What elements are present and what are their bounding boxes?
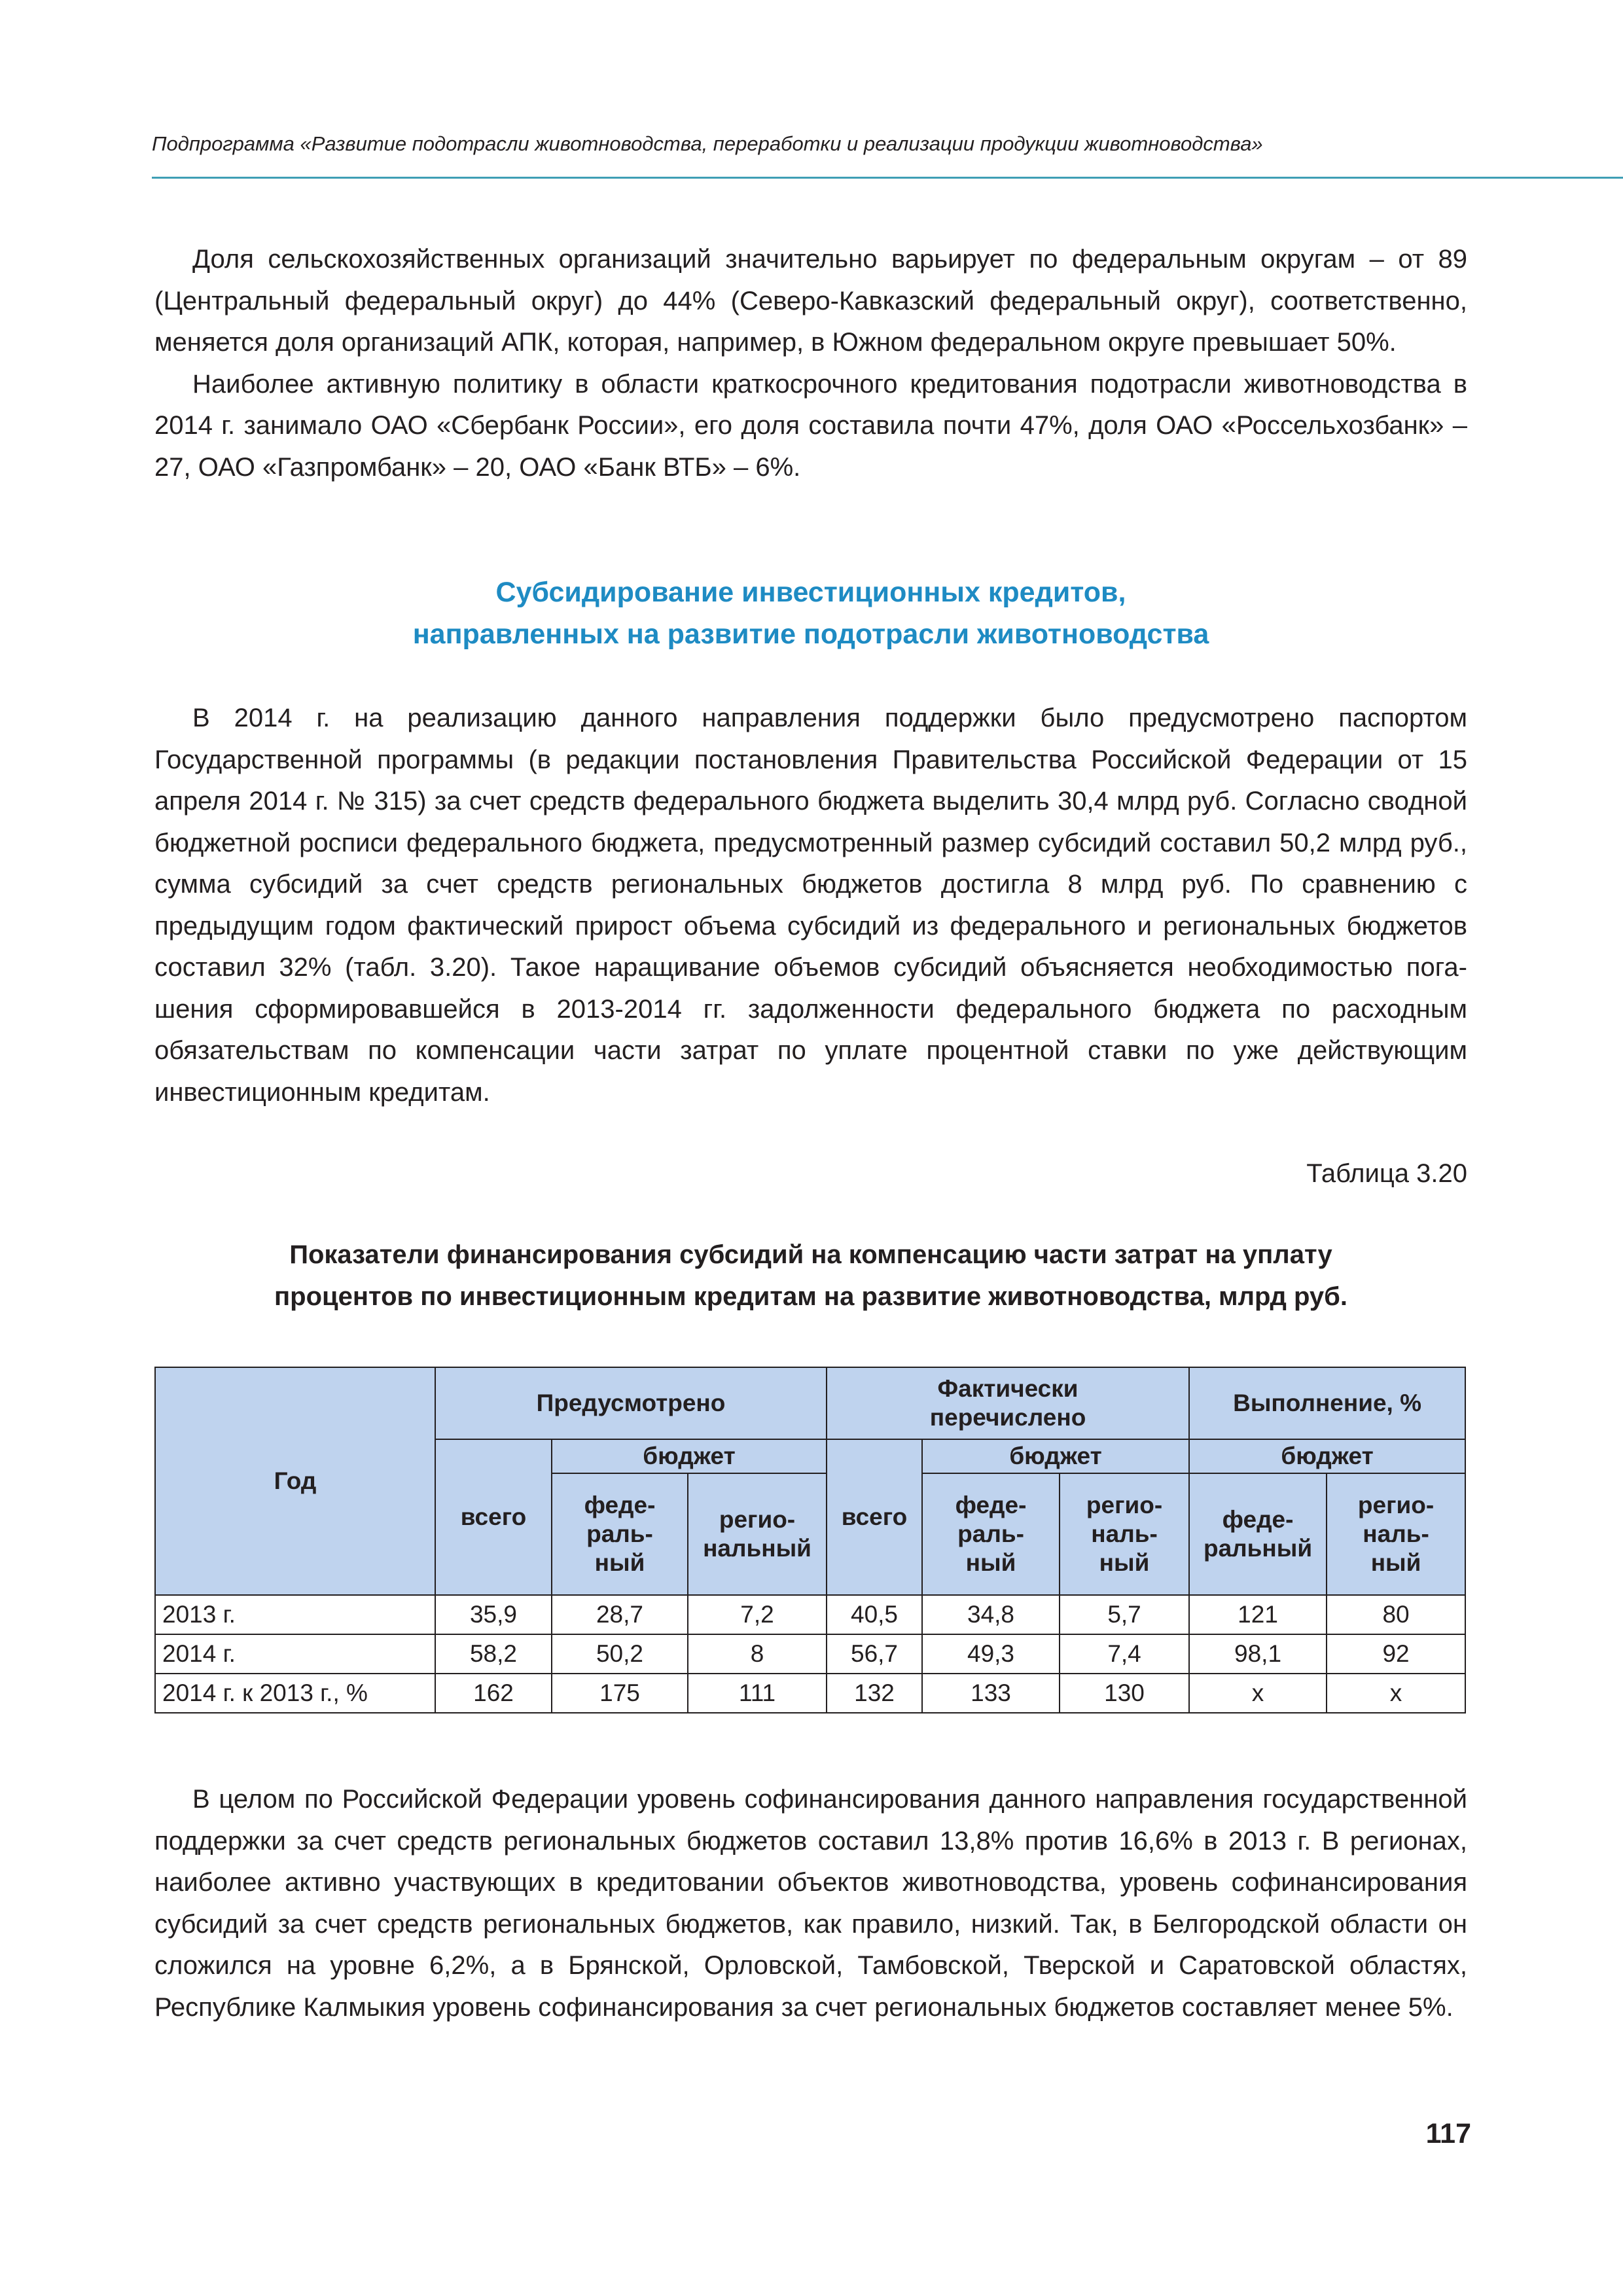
cell-completion-federal: х bbox=[1189, 1674, 1327, 1713]
header-actual-total: всего bbox=[827, 1439, 922, 1595]
cell-completion-federal: 98,1 bbox=[1189, 1634, 1327, 1674]
header-divider bbox=[152, 177, 1623, 179]
cell-actual-federal: 34,8 bbox=[922, 1595, 1060, 1634]
cell-planned-total: 162 bbox=[435, 1674, 552, 1713]
header-line: наль- bbox=[1091, 1520, 1158, 1547]
table-row bbox=[155, 1674, 1465, 1713]
cell-completion-federal: 121 bbox=[1189, 1595, 1327, 1634]
table-caption bbox=[154, 1234, 1467, 1318]
section-heading bbox=[154, 571, 1467, 655]
header-line: регио- bbox=[719, 1506, 796, 1533]
cell-actual-total: 56,7 bbox=[827, 1634, 922, 1674]
header-line: регио- bbox=[1086, 1492, 1163, 1518]
cell-actual-regional: 130 bbox=[1060, 1674, 1189, 1713]
header-line: ный bbox=[965, 1549, 1016, 1576]
table-row bbox=[155, 1595, 1465, 1634]
table-row bbox=[155, 1634, 1465, 1674]
cell-actual-federal: 133 bbox=[922, 1674, 1060, 1713]
header-completion-regional bbox=[1327, 1473, 1465, 1595]
header-line: ный bbox=[1099, 1549, 1150, 1576]
cell-planned-federal: 28,7 bbox=[552, 1595, 688, 1634]
cell-planned-total: 58,2 bbox=[435, 1634, 552, 1674]
paragraph: Доля сельскохозяйственных организаций значительно варьирует по федеральным округам – от 89 (Центральный федеральный округ) до 44% (Северо-Кавказский федеральный округ), соответственно, меняется доля организаций АПК, которая, например, в Южном федеральном округе превышает 50%. bbox=[154, 245, 1467, 357]
header-actual-line-2: перечислено bbox=[929, 1404, 1086, 1431]
cell-actual-total: 132 bbox=[827, 1674, 922, 1713]
cell-planned-federal: 50,2 bbox=[552, 1634, 688, 1674]
paragraph: В 2014 г. на реализацию данного направления поддержки было предусмотрено паспортом Государственной программы (в редакции постановления Правительства Российской Федерации от 15 апреля 2014 г. № 315) за счет средств федерального бюджета выделить 30,4 млрд руб. Согласно сводной бюджетной росписи федерального бюджета, предусмотренный размер субсидий составил 50,2 млрд руб., сумма субсидий за счет средств региональных бюджетов достигла 8 млрд руб. По сравнению с предыдущим годом фактический прирост объема субсидий из федерального и региональных бюджетов составил 32% (табл. 3.20). Такое наращивание объемов субсидий объясняется необходимостью погашения сформировавшейся в 2013-2014 гг. задолженности федерального бюджета по расходным обязательствам по компенсации части затрат по уплате процентной ставки по уже действующим инвестиционным кредитам. bbox=[154, 704, 1467, 1107]
section-heading-line-2: направленных на развитие подотрасли животноводства bbox=[412, 619, 1209, 650]
header-planned-budget: бюджет bbox=[552, 1439, 827, 1473]
header-completion: Выполнение, % bbox=[1189, 1367, 1465, 1439]
header-line: ный bbox=[1370, 1549, 1421, 1576]
table-caption-line-2: процентов по инвестиционным кредитам на развитие животноводства, млрд руб. bbox=[274, 1282, 1347, 1311]
cell-completion-regional: 80 bbox=[1327, 1595, 1465, 1634]
header-completion-budget: бюджет bbox=[1189, 1439, 1465, 1473]
section-heading-line-1: Субсидирование инвестиционных кредитов, bbox=[495, 577, 1126, 608]
header-completion-federal bbox=[1189, 1473, 1327, 1595]
header-line: ральный bbox=[1203, 1535, 1313, 1562]
paragraph: Наиболее активную политику в области краткосрочного кредитования подотрасли животноводства в 2014 г. занимало ОАО «Сбербанк России», его доля составила почти 47%, доля ОАО «Россельхозбанк» – 27, ОАО «Газпромбанк» – 20, ОАО «Банк ВТБ» – 6%. bbox=[154, 369, 1467, 482]
header-line: раль- bbox=[957, 1520, 1024, 1547]
header-line: феде- bbox=[1222, 1506, 1294, 1533]
cell-planned-regional: 7,2 bbox=[688, 1595, 827, 1634]
cell-actual-regional: 7,4 bbox=[1060, 1634, 1189, 1674]
header-actual-regional bbox=[1060, 1473, 1189, 1595]
header-actual-line-1: Фактически bbox=[937, 1375, 1079, 1402]
cell-completion-regional: х bbox=[1327, 1674, 1465, 1713]
header-planned-total: всего bbox=[435, 1439, 552, 1595]
table-caption-line-1: Показатели финансирования субсидий на компенсацию части затрат на уплату bbox=[289, 1240, 1332, 1269]
header-line: регио- bbox=[1357, 1492, 1435, 1518]
row-year: 2014 г. к 2013 г., % bbox=[155, 1674, 435, 1713]
header-line: феде- bbox=[955, 1492, 1027, 1518]
header-actual-budget: бюджет bbox=[922, 1439, 1189, 1473]
header-line: феде- bbox=[584, 1492, 656, 1518]
header-planned-federal bbox=[552, 1473, 688, 1595]
header-line: наль- bbox=[1363, 1520, 1429, 1547]
cell-completion-regional: 92 bbox=[1327, 1634, 1465, 1674]
cell-planned-total: 35,9 bbox=[435, 1595, 552, 1634]
text-block-bottom bbox=[154, 1779, 1467, 2028]
page-number: 117 bbox=[1425, 2118, 1471, 2149]
cell-planned-federal: 175 bbox=[552, 1674, 688, 1713]
header-planned: Предусмотрено bbox=[435, 1367, 827, 1439]
header-line: нальный bbox=[703, 1535, 812, 1562]
cell-actual-federal: 49,3 bbox=[922, 1634, 1060, 1674]
running-header: Подпрограмма «Развитие подотрасли животноводства, переработки и реализации продукции животноводства» bbox=[152, 132, 1263, 155]
paragraph: В целом по Российской Федерации уровень софинансирования данного направления государственной поддержки за счет средств региональных бюджетов составил 13,8% против 16,6% в 2013 г. В регионах, наиболее активно участвующих в кредитовании объектов животноводства, уровень софинансирования субсидий за счет средств региональных бюджетов, как правило, низкий. Так, в Белгородской области он сложился на уровне 6,2%, а в Брянской, Орловской, Тамбовской, Тверской и Саратовской областях, Республике Калмыкия уровень софинансирования за счет региональных бюджетов составляет менее 5%. bbox=[154, 1785, 1467, 2022]
row-year: 2014 г. bbox=[155, 1634, 435, 1674]
cell-actual-total: 40,5 bbox=[827, 1595, 922, 1634]
cell-planned-regional: 111 bbox=[688, 1674, 827, 1713]
cell-planned-regional: 8 bbox=[688, 1634, 827, 1674]
financing-table bbox=[154, 1367, 1466, 1713]
table-label: Таблица 3.20 bbox=[1306, 1159, 1467, 1188]
header-actual-federal bbox=[922, 1473, 1060, 1595]
header-line: ный bbox=[594, 1549, 645, 1576]
header-line: раль- bbox=[586, 1520, 653, 1547]
text-block-middle bbox=[154, 698, 1467, 1113]
text-block-top bbox=[154, 239, 1467, 488]
header-actual bbox=[827, 1367, 1189, 1439]
cell-actual-regional: 5,7 bbox=[1060, 1595, 1189, 1634]
header-planned-regional bbox=[688, 1473, 827, 1595]
row-year: 2013 г. bbox=[155, 1595, 435, 1634]
header-year: Год bbox=[155, 1367, 435, 1595]
